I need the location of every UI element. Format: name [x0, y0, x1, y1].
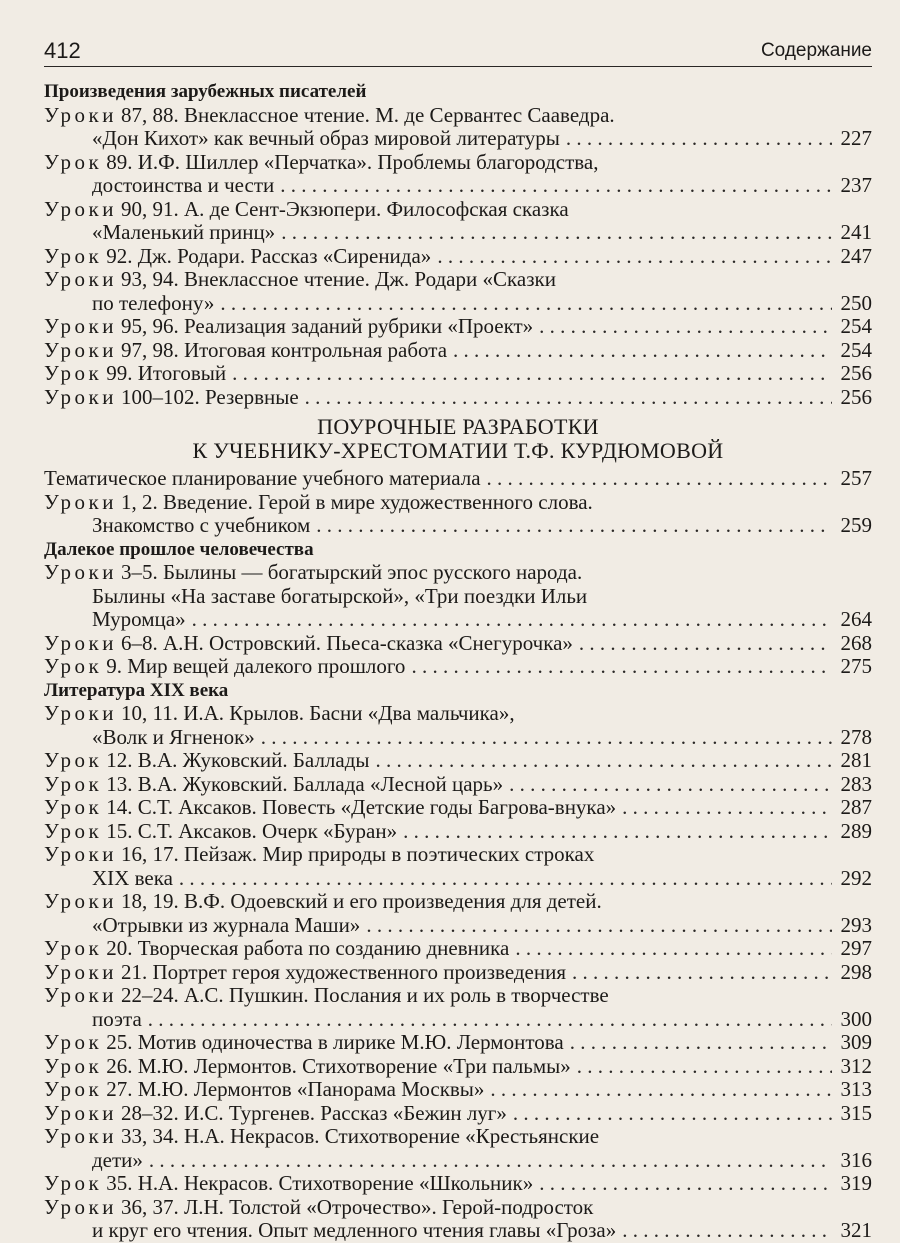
dot-leader [515, 937, 832, 961]
toc-entry-text: 22–24. А.С. Пушкин. Послания и их роль в творчестве [120, 983, 609, 1007]
toc-entry-line [44, 315, 872, 339]
dot-leader [232, 362, 832, 386]
toc-entry [44, 796, 872, 820]
dot-leader [487, 467, 832, 491]
dot-leader [305, 386, 832, 410]
toc-entry-line [44, 1125, 872, 1149]
toc-entry-line [44, 386, 872, 410]
dot-leader [539, 315, 832, 339]
toc-entry-text: 97, 98. Итоговая контрольная работа [120, 337, 448, 362]
dot-leader [577, 1055, 832, 1079]
lesson-label: Уроки [44, 630, 117, 655]
toc-page-number: 259 [840, 513, 872, 537]
toc-entry [44, 749, 872, 773]
toc-entry [44, 467, 872, 491]
toc-entry-line [44, 362, 872, 386]
lesson-label: Уроки [44, 560, 117, 584]
toc-entry-text: 3–5. Былины — богатырский эпос русского народа. [120, 560, 583, 584]
toc-entry-text: 35. Н.А. Некрасов. Стихотворение «Школьник» [106, 1171, 534, 1195]
toc-page-number: 256 [840, 361, 872, 385]
dot-leader [579, 632, 832, 656]
toc-entry-line [44, 467, 872, 491]
toc-entry-line [44, 867, 872, 891]
lesson-label: Урок [44, 1030, 103, 1054]
dot-leader [403, 820, 832, 844]
toc-entry-line [44, 561, 872, 585]
toc-entry-text: 27. М.Ю. Лермонтов «Панорама Москвы» [106, 1077, 485, 1101]
toc-entry-text: 20. Творческая работа по созданию дневника [106, 936, 510, 960]
lesson-label: Урок [44, 361, 103, 385]
toc-entry-text: 33, 34. Н.А. Некрасов. Стихотворение «Крестьянские [120, 1124, 600, 1148]
toc-entry-text: 92. Дж. Родари. Рассказ «Сиренида» [106, 243, 432, 268]
toc-entry-text: 18, 19. В.Ф. Одоевский и его произведения для детей. [120, 889, 602, 913]
toc-page-number: 289 [840, 818, 872, 843]
toc-entry [44, 1196, 872, 1243]
lesson-label: Уроки [44, 1194, 117, 1219]
toc-entry-line [44, 104, 872, 128]
toc-entry-text: 12. В.А. Жуковский. Баллады [106, 748, 370, 772]
toc-entry-text: 14. С.Т. Аксаков. Повесть «Детские годы Багрова-внука» [106, 795, 617, 819]
toc-page-number: 312 [840, 1053, 872, 1078]
toc-entry-text: 16, 17. Пейзаж. Мир природы в поэтических строках [120, 842, 595, 866]
toc-entry-line [44, 1008, 872, 1032]
toc-entry-line [44, 726, 872, 750]
toc-entry-line [44, 221, 872, 245]
lesson-label: Уроки [44, 267, 117, 291]
dot-leader [192, 608, 832, 632]
toc-entry-line [44, 749, 872, 773]
toc-entry-line [44, 1172, 872, 1196]
toc-entry [44, 362, 872, 386]
toc-entry-text: «Отрывки из журнала Маши» [92, 912, 361, 937]
toc-page-number: 321 [840, 1218, 872, 1242]
toc-entry-line [44, 914, 872, 938]
toc-entry [44, 104, 872, 151]
toc-page-number: 264 [840, 607, 872, 631]
toc-entry-line [44, 1219, 872, 1243]
lesson-label: Урок [44, 748, 103, 772]
toc-entry-line [44, 843, 872, 867]
toc-entry [44, 339, 872, 363]
dot-leader [453, 339, 832, 363]
toc-entry-line [44, 1196, 872, 1220]
lesson-label: Уроки [44, 983, 117, 1007]
lesson-label: Уроки [44, 889, 117, 913]
toc-entry-text: 21. Портрет героя художественного произведения [120, 959, 566, 984]
toc-page-number: 268 [840, 630, 872, 655]
toc-page-number: 313 [840, 1077, 872, 1101]
toc-page-number: 287 [840, 795, 872, 819]
toc-entry-text: 15. С.Т. Аксаков. Очерк «Буран» [106, 818, 398, 843]
lesson-label: Урок [44, 795, 103, 819]
dot-leader [622, 1219, 832, 1243]
toc-page-number: 283 [840, 771, 872, 796]
dot-leader [220, 292, 832, 316]
toc-entry-line [44, 268, 872, 292]
toc-entry-text: «Волк и Ягненок» [92, 724, 255, 749]
toc-page-number: 292 [840, 865, 872, 890]
toc-page-number: 257 [840, 466, 872, 490]
toc-entry-line [44, 890, 872, 914]
toc-page-number: 298 [840, 959, 872, 984]
toc-page-number: 250 [840, 290, 872, 315]
toc-entry-text: 9. Мир вещей далекого прошлого [106, 654, 406, 678]
dot-leader [509, 773, 832, 797]
lesson-label: Уроки [44, 384, 117, 409]
toc-entry-text: 26. М.Ю. Лермонтов. Стихотворение «Три пальмы» [106, 1053, 571, 1078]
lesson-label: Уроки [44, 701, 117, 725]
toc-entry [44, 198, 872, 245]
lesson-label: Урок [44, 771, 103, 796]
section-heading: Литература XIX века [44, 679, 229, 701]
toc-entry-text: «Дон Кихот» как вечный образ мировой литературы [92, 126, 560, 150]
toc-page-number: 254 [840, 337, 872, 362]
dot-leader [281, 221, 832, 245]
toc-entry-line [44, 796, 872, 820]
toc-page-number: 237 [840, 173, 872, 197]
lesson-label: Уроки [44, 1124, 117, 1148]
section-heading: Произведения зарубежных писателей [44, 81, 367, 102]
lesson-label: Уроки [44, 196, 117, 221]
dot-leader [437, 245, 832, 269]
toc-entry-line [44, 151, 872, 175]
running-head [44, 36, 872, 67]
lesson-label: Урок [44, 654, 103, 678]
toc-entry-text: 6–8. А.Н. Островский. Пьеса-сказка «Снегурочка» [120, 630, 573, 655]
toc-entry-line [44, 292, 872, 316]
dot-leader [148, 1008, 832, 1032]
lesson-label: Урок [44, 149, 103, 174]
toc-entry [44, 655, 872, 679]
toc-entry-line [44, 339, 872, 363]
toc-entry-text: 95, 96. Реализация заданий рубрики «Проект» [120, 314, 534, 338]
toc-page-number: 227 [840, 126, 872, 150]
toc-entry [44, 1102, 872, 1126]
running-title: Содержание [760, 40, 872, 61]
toc-page-number: 275 [840, 654, 872, 678]
dot-leader [572, 961, 832, 985]
toc-entry-line [44, 174, 872, 198]
dot-leader [566, 127, 832, 151]
toc-entry [44, 268, 872, 315]
toc-entry [44, 937, 872, 961]
toc-entry [44, 491, 872, 538]
table-of-contents [44, 80, 872, 1243]
lesson-label: Урок [44, 1053, 103, 1078]
lesson-label: Уроки [44, 489, 117, 514]
dot-leader [570, 1031, 832, 1055]
toc-entry-text: дети» [92, 1147, 143, 1172]
toc-entry [44, 151, 872, 198]
toc-entry-line [44, 820, 872, 844]
toc-entry [44, 1172, 872, 1196]
toc-entry-text: 25. Мотив одиночества в лирике М.Ю. Лермонтова [106, 1030, 564, 1054]
toc-entry-text: 13. В.А. Жуковский. Баллада «Лесной царь» [106, 771, 504, 796]
toc-entry-line [44, 702, 872, 726]
toc-entry [44, 1055, 872, 1079]
lesson-label: Урок [44, 818, 103, 843]
lesson-label: Уроки [44, 102, 117, 127]
dot-leader [513, 1102, 832, 1126]
dot-leader [366, 914, 832, 938]
toc-entry [44, 1031, 872, 1055]
part-heading-line: ПОУРОЧНЫЕ РАЗРАБОТКИ [317, 414, 599, 439]
toc-entry-line [44, 1055, 872, 1079]
dot-leader [280, 174, 832, 198]
dot-leader [539, 1172, 832, 1196]
toc-entry [44, 386, 872, 410]
toc-entry [44, 702, 872, 749]
toc-entry-line [44, 198, 872, 222]
toc-entry-line [44, 585, 872, 609]
dot-leader [179, 867, 832, 891]
lesson-label: Урок [44, 243, 103, 268]
toc-page-number: 316 [840, 1147, 872, 1172]
toc-page-number: 293 [840, 912, 872, 937]
toc-entry-line [44, 127, 872, 151]
toc-entry-line [44, 773, 872, 797]
lesson-label: Уроки [44, 314, 117, 338]
page-number: 412 [44, 38, 81, 63]
lesson-label: Уроки [44, 1100, 117, 1125]
toc-entry-text: поэта [92, 1006, 142, 1031]
dot-leader [622, 796, 832, 820]
toc-entry-line [44, 984, 872, 1008]
toc-page-number: 319 [840, 1171, 872, 1195]
toc-entry-text: Былины «На заставе богатырской», «Три поездки Ильи [92, 583, 588, 608]
toc-entry-text: и круг его чтения. Опыт медленного чтения главы «Гроза» [92, 1218, 617, 1242]
toc-page-number: 300 [840, 1006, 872, 1031]
toc-entry-line [44, 1149, 872, 1173]
toc-entry-text: достоинства и чести [92, 173, 275, 197]
toc-entry-text: «Маленький принц» [92, 220, 276, 244]
toc-entry-text: Тематическое планирование учебного материала [44, 466, 481, 490]
dot-leader [490, 1078, 832, 1102]
toc-entry [44, 1125, 872, 1172]
toc-page-number: 278 [840, 724, 872, 749]
toc-entry-text: 1, 2. Введение. Герой в мире художественного слова. [120, 489, 593, 514]
dot-leader [411, 655, 832, 679]
toc-entry [44, 1078, 872, 1102]
toc-entry-line [44, 608, 872, 632]
toc-entry [44, 632, 872, 656]
toc-page-number: 297 [840, 936, 872, 960]
toc-entry-text: 28–32. И.С. Тургенев. Рассказ «Бежин луг» [120, 1100, 507, 1125]
lesson-label: Урок [44, 936, 103, 960]
toc-entry-line [44, 1031, 872, 1055]
toc-page-number: 281 [840, 748, 872, 772]
toc-entry-text: XIX века [92, 865, 173, 890]
toc-entry-text: 87, 88. Внеклассное чтение. М. де Сервантес Сааведра. [120, 102, 615, 127]
lesson-label: Урок [44, 1171, 103, 1195]
toc-entry-line [44, 655, 872, 679]
toc-entry-text: Муромца» [92, 607, 186, 631]
toc-entry-line [44, 961, 872, 985]
toc-entry [44, 843, 872, 890]
section-heading: Далекое прошлое человечества [44, 538, 314, 560]
dot-leader [316, 514, 832, 538]
toc-entry-line [44, 514, 872, 538]
toc-entry-line [44, 937, 872, 961]
toc-entry [44, 961, 872, 985]
toc-entry-text: Знакомство с учебником [92, 513, 311, 537]
part-heading [44, 415, 872, 463]
toc-entry-line [44, 245, 872, 269]
toc-entry [44, 245, 872, 269]
dot-leader [376, 749, 832, 773]
toc-entry [44, 561, 872, 632]
toc-entry-text: 93, 94. Внеклассное чтение. Дж. Родари «Сказки [120, 267, 556, 291]
toc-entry [44, 984, 872, 1031]
toc-page-number: 309 [840, 1030, 872, 1054]
dot-leader [149, 1149, 832, 1173]
toc-entry-line [44, 1102, 872, 1126]
part-heading-line: К УЧЕБНИКУ-ХРЕСТОМАТИИ Т.Ф. КУРДЮМОВОЙ [192, 438, 724, 463]
toc-entry-text: по телефону» [92, 290, 215, 315]
dot-leader [261, 726, 832, 750]
toc-page-number: 247 [840, 243, 872, 268]
lesson-label: Уроки [44, 842, 117, 866]
toc-page-number: 315 [840, 1100, 872, 1125]
toc-entry [44, 820, 872, 844]
toc-entry-text: 36, 37. Л.Н. Толстой «Отрочество». Герой-подросток [120, 1194, 594, 1219]
toc-entry-text: 89. И.Ф. Шиллер «Перчатка». Проблемы благородства, [106, 149, 599, 174]
toc-page-number: 254 [840, 314, 872, 338]
toc-entry-line [44, 1078, 872, 1102]
lesson-label: Уроки [44, 337, 117, 362]
lesson-label: Уроки [44, 959, 117, 984]
toc-entry-line [44, 632, 872, 656]
toc-entry-text: 90, 91. А. де Сент-Экзюпери. Философская сказка [120, 196, 569, 221]
toc-entry-text: 100–102. Резервные [120, 384, 299, 409]
toc-entry [44, 773, 872, 797]
toc-entry-text: 99. Итоговый [106, 361, 227, 385]
lesson-label: Урок [44, 1077, 103, 1101]
toc-page-number: 241 [840, 220, 872, 244]
toc-entry-text: 10, 11. И.А. Крылов. Басни «Два мальчика», [120, 701, 515, 725]
toc-page-number: 256 [840, 384, 872, 409]
toc-entry-line [44, 491, 872, 515]
toc-entry [44, 890, 872, 937]
toc-entry [44, 315, 872, 339]
